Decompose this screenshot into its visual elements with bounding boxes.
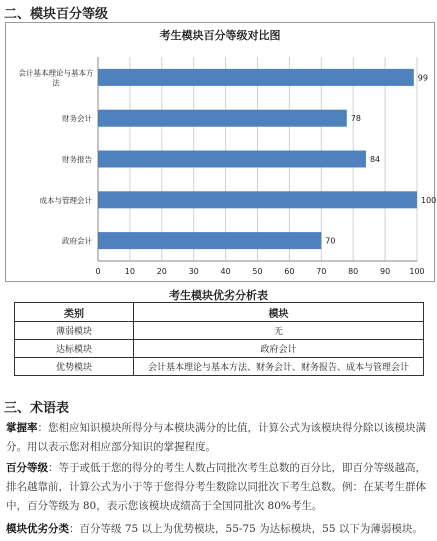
category-label: 成本与管理会计: [39, 195, 92, 205]
x-tick-label: 0: [95, 267, 101, 276]
term-mastery-rate: [6, 419, 431, 457]
table-cell-module: 无: [134, 322, 424, 340]
bar: [98, 232, 321, 249]
data-label: 84: [369, 155, 381, 164]
table-header-row: [15, 303, 424, 322]
module-analysis-table: [14, 302, 424, 376]
x-tick-label: 70: [316, 267, 327, 276]
category-label: 政府会计: [62, 236, 92, 246]
term-definition: ：等于或低于您的得分的考生人数占同批次考生总数的百分比，即百分等级越高，排名越靠前，计算公式为小于等于您得分考生数除以同批次下考生总数。例：在某考生群体中，百分等级为 80，表示您该模块成绩高于全国同批次 80%考生。: [6, 462, 426, 512]
table-row: [15, 322, 424, 340]
bar: [98, 151, 366, 168]
x-tick-label: 20: [156, 267, 167, 276]
data-label: 100: [421, 195, 437, 205]
category-label: 会计基本理论与基本方: [18, 68, 94, 78]
table-cell-module: 政府会计: [134, 340, 424, 358]
category-label: 法: [52, 78, 60, 88]
term-module-classification: [6, 520, 431, 539]
x-tick-label: 80: [348, 267, 359, 276]
chart-panel: [5, 22, 435, 282]
table-cell-category: 薄弱模块: [15, 322, 134, 340]
table-row: [15, 340, 424, 358]
category-label: 财务报告: [62, 155, 92, 164]
x-tick-label: 100: [409, 267, 425, 276]
chart-title: 考生模块百分等级对比图: [159, 29, 281, 42]
term-label: 掌握率: [6, 422, 38, 434]
bar: [98, 191, 417, 208]
x-tick-label: 90: [380, 267, 391, 276]
data-label: 99: [417, 73, 428, 83]
bar: [98, 69, 414, 86]
table-cell-category: 优势模块: [15, 358, 134, 376]
table-header-category: 类别: [15, 303, 134, 322]
bar-chart: [6, 23, 437, 281]
table-cell-module: 会计基本理论与基本方法、财务会计、财务报告、成本与管理会计: [134, 358, 424, 376]
term-label: 模块优劣分类: [6, 523, 69, 535]
term-percentile-rank: [6, 459, 431, 516]
category-label: 财务会计: [62, 114, 92, 124]
term-definition: ：您相应知识模块所得分与本模块满分的比值，计算公式为该模块得分除以该模块满分。用以表示您对相应部分知识的掌握程度。: [6, 422, 426, 453]
x-tick-label: 40: [220, 267, 231, 276]
x-tick-label: 30: [188, 267, 199, 276]
term-definition: ：百分等级 75 以上为优势模块，55-75 为达标模块，55 以下为薄弱模块。: [69, 523, 423, 535]
x-tick-label: 50: [252, 267, 263, 276]
table-header-module: 模块: [134, 303, 424, 322]
bar: [98, 110, 347, 127]
x-tick-label: 60: [284, 267, 295, 276]
table-cell-category: 达标模块: [15, 340, 134, 358]
term-label: 百分等级: [6, 462, 48, 474]
x-tick-label: 10: [124, 267, 135, 276]
data-label: 70: [325, 236, 336, 246]
section3-title: 三、术语表: [4, 401, 70, 416]
table-row: [15, 358, 424, 376]
section2-title: 二、模块百分等级: [4, 7, 109, 22]
data-label: 78: [350, 114, 362, 124]
table-title: 考生模块优劣分析表: [169, 289, 268, 302]
